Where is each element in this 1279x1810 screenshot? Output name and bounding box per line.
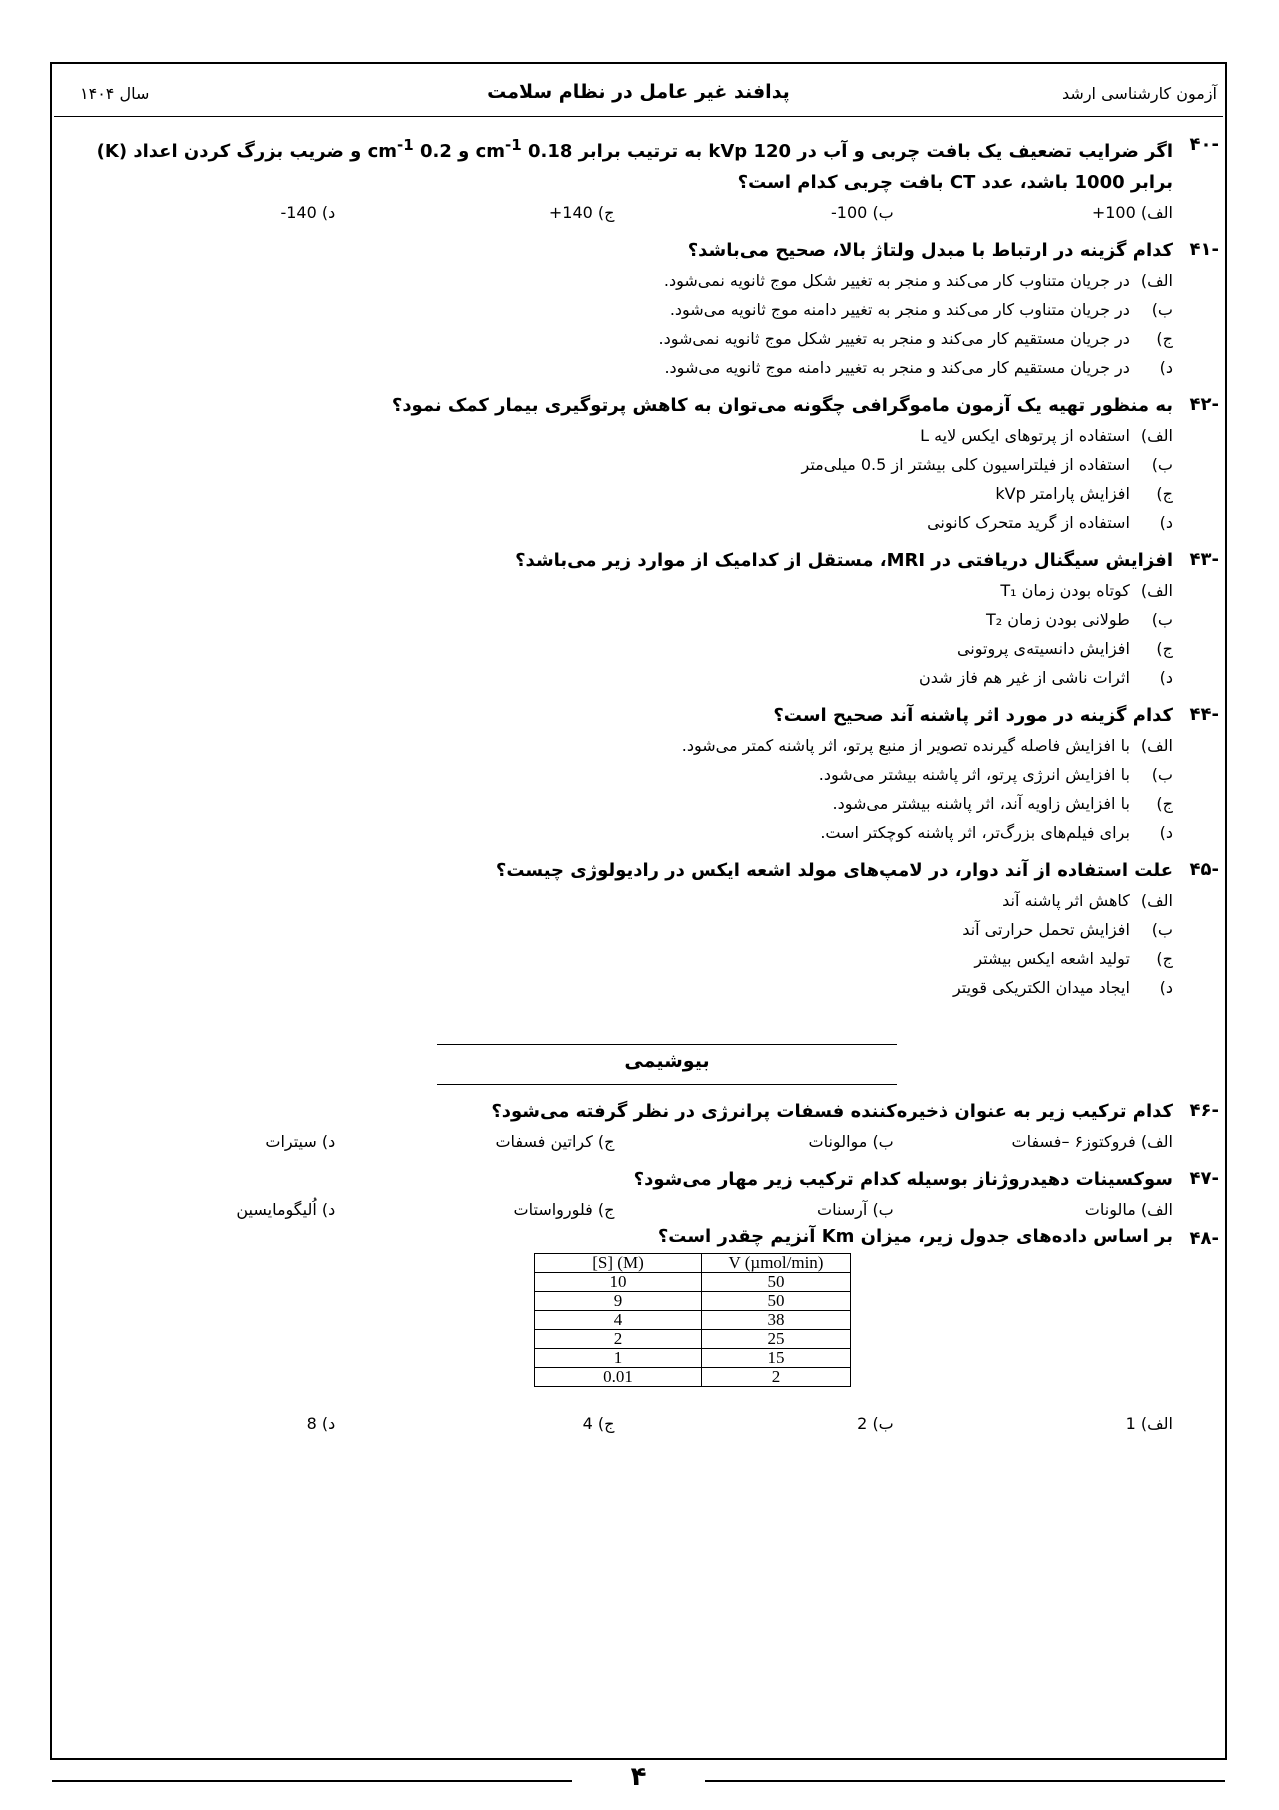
question-40 [56,130,1219,227]
question-number: -۴۵ [1189,859,1219,880]
page-number: ۴ [615,1762,663,1792]
questions-area [56,130,1219,1446]
page-frame [50,62,1227,1792]
option[interactable]: الف) مالونات [1084,1200,1173,1219]
divider [437,1044,897,1045]
option[interactable]: ج) +140 [548,203,615,222]
question-text: بر اساس داده‌های جدول زیر، میزان Km آنزیم چقدر است؟ [657,1226,1173,1247]
option[interactable]: ج) کراتین فسفات [495,1132,615,1151]
option[interactable]: ج) افزایش پارامتر kVp [995,484,1173,503]
table-cell: 2 [702,1368,851,1387]
option[interactable]: ج) فلورواستات [513,1200,615,1219]
option[interactable]: الف) در جریان متناوب کار می‌کند و منجر به تغییر شکل موج ثانویه نمی‌شود. [663,271,1173,290]
course-title: پدافند غیر عامل در نظام سلامت [487,81,790,103]
option[interactable]: الف) فروکتوز۶ –فسفات [1011,1132,1173,1151]
option[interactable]: الف) با افزایش فاصله گیرنده تصویر از منبع پرتو، اثر پاشنه کمتر می‌شود. [681,736,1173,755]
footer-rule [52,1780,572,1782]
option[interactable]: ب) در جریان متناوب کار می‌کند و منجر به تغییر دامنه موج ثانویه می‌شود. [669,300,1173,319]
question-number: -۴۱ [1189,239,1219,260]
option[interactable]: ب) طولانی بودن زمان T₂ [986,610,1173,629]
page-footer [52,1762,1225,1792]
option[interactable]: ب) -100 [831,203,894,222]
option[interactable]: د) اُلیگومایسین [236,1200,336,1219]
option[interactable]: د) ایجاد میدان الکتریکی قویتر [952,978,1173,997]
question-48 [56,1224,1219,1438]
section-title: بیوشیمی [624,1050,710,1072]
exam-year: سال ۱۴۰۴ [80,84,150,103]
option[interactable]: الف) کوتاه بودن زمان T₁ [1000,581,1173,600]
question-text: اگر ضرایب تضعیف یک بافت چربی و آب در 120 kVp به ترتیب برابر 0.18 $cm^{-1}$ و 0.2 $cm^{-1}$ و ضریب بزرگ کردن اعداد (K) برابر 1000 باشد، عدد CT بافت چربی کدام است؟ [96,136,1173,193]
footer-rule [705,1780,1225,1782]
question-text: سوکسینات دهیدروژناز بوسیله کدام ترکیب زیر مهار می‌شود؟ [633,1169,1173,1190]
option[interactable]: ب) با افزایش انرژی پرتو، اثر پاشنه بیشتر می‌شود. [818,765,1173,784]
table-row [535,1349,851,1368]
option[interactable]: د) -140 [280,203,336,222]
option[interactable]: د) در جریان مستقیم کار می‌کند و منجر به تغییر دامنه موج ثانویه می‌شود. [664,358,1173,377]
option[interactable]: ب) 2 [857,1414,894,1433]
question-44 [56,700,1219,847]
table-cell: 2 [535,1330,702,1349]
table-cell: 0.01 [535,1368,702,1387]
question-number: -۴۰ [1189,134,1219,155]
table-row [535,1273,851,1292]
column-header: [S] (M) [535,1254,702,1273]
option[interactable]: ج) افزایش دانسیته‌ی پروتونی [956,639,1173,658]
table-cell: 1 [535,1349,702,1368]
question-number: -۴۶ [1189,1100,1219,1121]
table-row [535,1330,851,1349]
option[interactable]: ج) با افزایش زاویه آند، اثر پاشنه بیشتر می‌شود. [832,794,1173,813]
table-cell: 38 [702,1311,851,1330]
question-number: -۴۷ [1189,1168,1219,1189]
question-text: افزایش سیگنال دریافتی در MRI، مستقل از کدامیک از موارد زیر می‌باشد؟ [515,550,1173,571]
table-cell: 9 [535,1292,702,1311]
question-number: -۴۲ [1189,394,1219,415]
option[interactable]: د) 8 [306,1414,336,1433]
option[interactable]: د) استفاده از گرید متحرک کانونی [927,513,1173,532]
table-cell: 50 [702,1273,851,1292]
question-46 [56,1096,1219,1156]
question-47 [56,1164,1219,1224]
table-row [535,1311,851,1330]
table-cell: 15 [702,1349,851,1368]
table-cell: 10 [535,1273,702,1292]
option[interactable]: د) سیترات [265,1132,336,1151]
table-row [535,1292,851,1311]
question-text: علت استفاده از آند دوار، در لامپ‌های مولد اشعه ایکس در رادیولوژی چیست؟ [495,860,1173,881]
page-header [54,72,1223,117]
table-header-row [535,1254,851,1273]
option[interactable]: ب) آرسنات [817,1200,894,1219]
question-text: کدام ترکیب زیر به عنوان ذخیره‌کننده فسفات پرانرژی در نظر گرفته می‌شود؟ [491,1101,1173,1122]
table-cell: 50 [702,1292,851,1311]
option[interactable]: ب) استفاده از فیلتراسیون کلی بیشتر از 0.5 میلی‌متر [801,455,1173,474]
option[interactable]: ب) افزایش تحمل حرارتی آند [962,920,1173,939]
question-43 [56,545,1219,692]
exam-name: آزمون کارشناسی ارشد [1062,84,1217,103]
options-row [56,1409,1173,1438]
option[interactable]: ج) تولید اشعه ایکس بیشتر [974,949,1173,968]
option[interactable]: الف) کاهش اثر پاشنه آند [1002,891,1173,910]
table-row [535,1368,851,1387]
option[interactable]: الف) استفاده از پرتوهای ایکس لایه L [920,426,1173,445]
table-cell: 25 [702,1330,851,1349]
question-41 [56,235,1219,382]
option[interactable]: د) برای فیلم‌های بزرگ‌تر، اثر پاشنه کوچکتر است. [820,823,1173,842]
option[interactable]: الف) +100 [1091,203,1173,222]
question-45 [56,855,1219,1002]
options-row [56,198,1173,227]
option[interactable]: ج) 4 [582,1414,615,1433]
question-text: کدام گزینه در مورد اثر پاشنه آند صحیح است؟ [773,705,1173,726]
question-42 [56,390,1219,537]
question-number: -۴۸ [1189,1228,1219,1249]
option[interactable]: الف) 1 [1125,1414,1173,1433]
option[interactable]: ب) موالونات [808,1132,894,1151]
question-text: کدام گزینه در ارتباط با مبدل ولتاژ بالا، صحیح می‌باشد؟ [687,240,1173,261]
data-table [534,1253,851,1387]
options-row [56,1127,1173,1156]
option[interactable]: ج) در جریان مستقیم کار می‌کند و منجر به تغییر شکل موج ثانویه نمی‌شود. [658,329,1173,348]
column-header: V (µmol/min) [702,1254,851,1273]
section-heading [56,1010,1219,1094]
question-number: -۴۳ [1189,549,1219,570]
options-row [56,1195,1173,1224]
divider [437,1084,897,1085]
option[interactable]: د) اثرات ناشی از غیر هم فاز شدن [919,668,1173,687]
table-cell: 4 [535,1311,702,1330]
question-text: به منظور تهیه یک آزمون ماموگرافی چگونه می‌توان به کاهش پرتوگیری بیمار کمک نمود؟ [391,395,1173,416]
question-number: -۴۴ [1189,704,1219,725]
